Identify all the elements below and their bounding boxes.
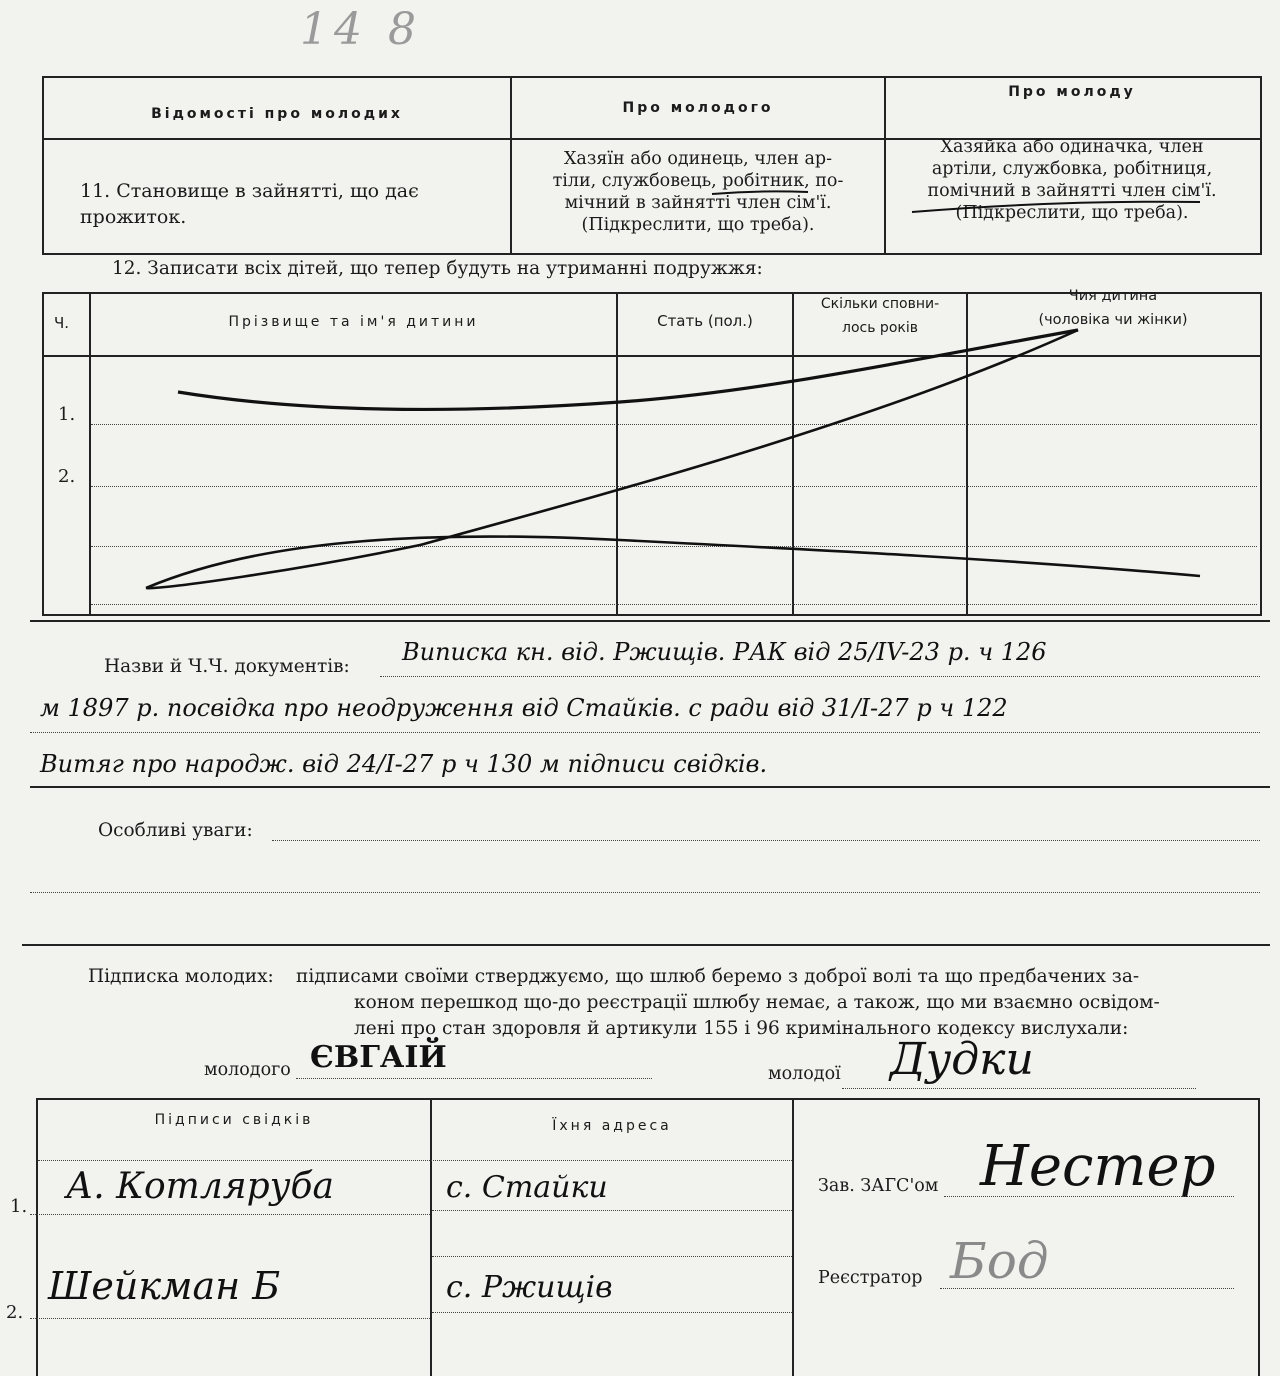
pledge-label: Підписка молодих: xyxy=(88,966,274,987)
documents-line-3: Витяг про народж. від 24/I-27 р ч 130 м підписи свідків. xyxy=(40,750,768,778)
section-divider-1 xyxy=(30,620,1270,622)
row11-bride-line3: помічний в зайнятті член сім'ї. xyxy=(927,181,1217,201)
documents-rule-1 xyxy=(380,676,1260,677)
header-about-groom: Про молодого xyxy=(622,100,774,116)
special-notes-rule-1 xyxy=(272,840,1260,841)
col-header-age-line1: Скільки сповни- xyxy=(820,296,940,312)
header-info-about-couple: Відомості про молодих xyxy=(151,106,403,122)
row11-groom-line4: (Підкреслити, що треба). xyxy=(581,215,815,235)
registrar-signature: Бод xyxy=(950,1232,1049,1290)
witness-2-address-rule xyxy=(432,1312,792,1313)
pledge-line-2: коном перешкод що-до реєстрації шлюбу немає, а також, що ми взаємно освідом- xyxy=(354,992,1160,1013)
bride-signature-label: молодої xyxy=(768,1064,841,1084)
strike-top xyxy=(178,330,1078,410)
col-header-sex: Стать (пол.) xyxy=(657,312,753,330)
cross-out-strike xyxy=(0,0,1280,620)
documents-rule-2 xyxy=(30,732,1260,733)
bride-signature: Дудки xyxy=(890,1034,1034,1085)
row11-bride-line4: (Підкреслити, що треба). xyxy=(955,203,1189,223)
witnesses-header-signatures: Підписи свідків xyxy=(154,1112,314,1128)
registrar-label: Реєстратор xyxy=(818,1268,923,1288)
witness-1-number: 1. xyxy=(10,1196,28,1217)
col-header-number: Ч. xyxy=(54,314,70,332)
witness-1-address-rule xyxy=(432,1210,792,1211)
row11-groom-line2: тіли, службовець, робітник, по- xyxy=(552,171,844,191)
witness-col-divider-1 xyxy=(430,1098,432,1376)
row11-label: 11. Становище в зайнятті, що дає прожиток. xyxy=(80,180,419,228)
witness-box-right xyxy=(1258,1098,1260,1376)
pledge-line-3: лені про стан здоровля й артикули 155 і 96 кримінального кодексу вислухали: xyxy=(354,1018,1129,1039)
row11-groom-line3: мічний в зайнятті член сім'ї. xyxy=(564,193,832,213)
row11-bride-line2: артіли, службовка, робітниця, xyxy=(931,159,1213,179)
witnesses-header-address: Їхня адреса xyxy=(552,1118,672,1134)
witness-box-top xyxy=(36,1098,1260,1100)
head-of-registry-rule xyxy=(944,1196,1234,1197)
header-about-bride: Про молоду xyxy=(1008,84,1136,100)
pledge-text xyxy=(296,964,1256,1042)
witness-1-address: с. Стайки xyxy=(446,1170,608,1205)
witness-row-line-1 xyxy=(38,1160,792,1161)
witness-row-line-2 xyxy=(432,1256,792,1257)
row11-groom-line1: Хазяїн або одинець, член ар- xyxy=(563,149,833,169)
children-section-title: 12. Записати всіх дітей, що тепер будуть на утриманні подружжя: xyxy=(112,258,763,279)
witness-2-signature-rule xyxy=(30,1318,430,1319)
row11-bride-line1: Хазяйка або одиначка, член xyxy=(940,137,1204,157)
corner-pencil-note: 14 8 xyxy=(300,4,422,55)
head-of-registry-label: Зав. ЗАГС'ом xyxy=(818,1176,939,1196)
registrar-rule xyxy=(940,1288,1234,1289)
witness-2-address: с. Ржищів xyxy=(446,1270,613,1305)
documents-rule-3 xyxy=(30,786,1270,788)
documents-line-2: м 1897 р. посвідка про неодруження від Стайків. с ради від 31/I-27 р ч 122 xyxy=(40,694,1008,722)
groom-signature-label: молодого xyxy=(204,1060,291,1080)
col-header-age-line2: лось років xyxy=(842,320,918,336)
documents-label: Назви й Ч.Ч. документів: xyxy=(104,656,350,677)
head-of-registry-signature: Нестер xyxy=(980,1134,1216,1199)
child-row-number-2: 2. xyxy=(58,466,76,487)
child-row-number-1: 1. xyxy=(58,404,76,425)
witness-2-signature: Шейкман Б xyxy=(48,1264,281,1308)
witness-col-divider-2 xyxy=(792,1098,794,1376)
special-notes-label: Особливі уваги: xyxy=(98,820,253,841)
groom-signature-rule xyxy=(296,1078,652,1079)
witness-1-signature: А. Котляруба xyxy=(66,1166,334,1207)
documents-line-1: Виписка кн. від. Ржищів. РАК від 25/IV-23 р. ч 126 xyxy=(402,638,1047,666)
pledge-line-1: підписами своїми стверджуємо, що шлюб беремо з доброї волі та що предбачених за- xyxy=(296,966,1140,987)
witness-1-signature-rule xyxy=(30,1214,430,1215)
col-header-whose-line2: (чоловіка чи жінки) xyxy=(1038,312,1188,328)
special-notes-rule-2 xyxy=(30,892,1260,893)
witness-box-left xyxy=(36,1098,38,1376)
groom-signature: ЄВГАІЙ xyxy=(310,1040,447,1075)
strike-bottom xyxy=(146,536,1200,588)
col-header-whose-line1: Чия дитина xyxy=(1068,288,1158,304)
witness-2-number: 2. xyxy=(6,1302,24,1323)
col-header-child-name: Прізвище та ім'я дитини xyxy=(228,314,479,330)
bride-signature-rule xyxy=(842,1088,1196,1089)
section-divider-2 xyxy=(22,944,1270,946)
